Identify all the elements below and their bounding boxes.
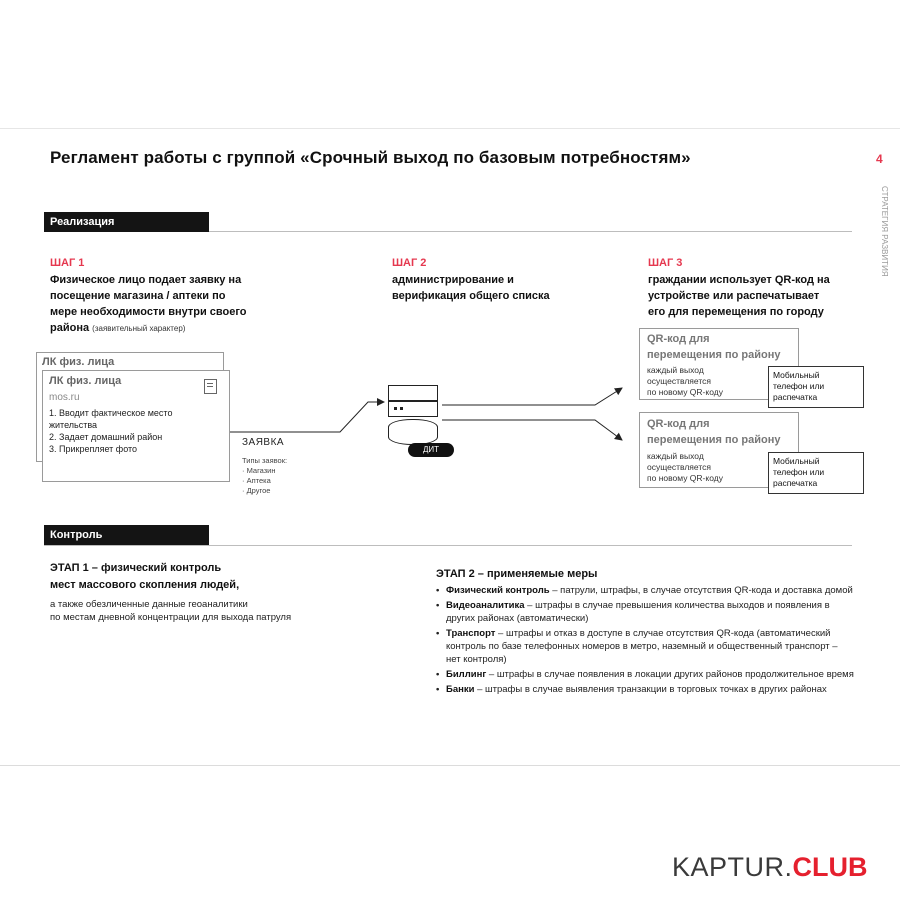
step1-line: посещение магазина / аптеки по: [50, 290, 226, 302]
arrow-to-qr-2: [442, 420, 622, 440]
qr-card-title: [647, 416, 781, 448]
measure-item: [436, 627, 854, 666]
device-box: [768, 366, 864, 408]
step3-line: его для перемещения по городу: [648, 306, 824, 318]
measure-item: [436, 683, 854, 696]
measure-name: Банки: [446, 684, 475, 695]
device-line: распечатка: [773, 392, 818, 402]
qr-card-text-line: по новому QR-коду: [647, 387, 723, 397]
qr-card-title-line: перемещения по району: [647, 349, 781, 361]
step2-line: верификация общего списка: [392, 290, 550, 302]
measure-text: – штрафы и отказ в доступе в случае отсутствия QR-кода (автоматический контроль по базе телефонных номеров в метро, наземный и общественный транспорт – нет контроля): [446, 628, 838, 665]
application-label: ЗАЯВКА: [242, 437, 285, 448]
stage1-title-line: ЭТАП 1 – физический контроль: [50, 562, 222, 574]
lk-card-item: жительства: [49, 420, 98, 430]
lk-card-site: mos.ru: [49, 392, 80, 403]
arrow-to-server: [230, 402, 384, 432]
watermark-logo: [672, 852, 868, 883]
stage1-subtitle: [50, 598, 390, 624]
measure-text: – штрафы в случае выявления транзакции в торговых точках в других районах: [474, 684, 827, 695]
stage1-title: [50, 560, 380, 594]
step1-line: мере необходимости внутри своего: [50, 306, 247, 318]
application-type: · Магазин: [242, 466, 276, 475]
slide-title: Регламент работы с группой «Срочный выход по базовым потребностям»: [50, 148, 691, 167]
measure-item: [436, 584, 854, 597]
measure-text: – штрафы в случае появления в локации других районов продолжительное время: [486, 669, 854, 680]
server-database-icon: [388, 385, 438, 449]
qr-card-title-line: перемещения по району: [647, 434, 781, 446]
measure-text: – штрафы в случае превышения количества выходов и появления в других районах (автоматически): [446, 600, 830, 624]
qr-card-text-line: каждый выход: [647, 451, 704, 461]
step3-line: устройстве или распечатывает: [648, 290, 820, 302]
measure-name: Транспорт: [446, 628, 496, 639]
measures-list: [436, 584, 854, 698]
lk-card-back-title: ЛК физ. лица: [42, 356, 115, 368]
measure-name: Физический контроль: [446, 585, 550, 596]
qr-card-text-line: каждый выход: [647, 365, 704, 375]
device-line: распечатка: [773, 478, 818, 488]
step3-line: граждании использует QR-код на: [648, 274, 830, 286]
lk-card-title: ЛК физ. лица: [49, 375, 122, 387]
qr-card-text-line: осуществляется: [647, 462, 711, 472]
watermark-part1: KAPTUR.: [672, 852, 793, 882]
qr-card-title: [647, 331, 781, 363]
step2-line: администрирование и: [392, 274, 514, 286]
stage2-title: ЭТАП 2 – применяемые меры: [436, 568, 598, 580]
device-line: телефон или: [773, 381, 825, 391]
application-types-title: Типы заявок:: [242, 456, 288, 465]
application-type: · Другое: [242, 486, 271, 495]
page-number: 4: [876, 152, 883, 166]
measure-item: [436, 599, 854, 625]
qr-card-text-line: по новому QR-коду: [647, 473, 723, 483]
lk-card-item: 2. Задает домашний район: [49, 432, 163, 442]
section-implementation-label: Реализация: [44, 212, 209, 232]
step1-label: ШАГ 1: [50, 257, 85, 269]
stage1-sub-line: по местам дневной концентрации для выхода патруля: [50, 612, 292, 623]
section-control-label: Контроль: [44, 525, 209, 545]
arrow-to-qr-1: [442, 388, 622, 405]
step1-note: (заявительный характер): [92, 324, 186, 333]
lk-card-item: 1. Вводит фактическое место: [49, 408, 173, 418]
measure-name: Биллинг: [446, 669, 487, 680]
device-line: Мобильный: [773, 456, 820, 466]
qr-card-text: [647, 451, 723, 484]
lk-card-item: 3. Прикрепляет фото: [49, 444, 138, 454]
qr-card-title-line: QR-код для: [647, 418, 710, 430]
device-box: [768, 452, 864, 494]
server-badge: ДИТ: [408, 443, 454, 457]
section-divider: [44, 545, 852, 546]
stage1-title-line: мест массового скопления людей,: [50, 579, 240, 591]
qr-card-text: [647, 365, 723, 398]
device-line: телефон или: [773, 467, 825, 477]
stage1-sub-line: а также обезличенные данные геоаналитики: [50, 599, 248, 610]
qr-card-text-line: осуществляется: [647, 376, 711, 386]
side-vertical-text: СТРАТЕГИЯ РАЗВИТИЯ: [880, 186, 889, 277]
step3-label: ШАГ 3: [648, 257, 683, 269]
application-type: · Аптека: [242, 476, 271, 485]
measure-name: Видеоаналитика: [446, 600, 525, 611]
device-line: Мобильный: [773, 370, 820, 380]
step1-line: Физическое лицо подает заявку на: [50, 274, 242, 286]
qr-card-title-line: QR-код для: [647, 333, 710, 345]
step2-label: ШАГ 2: [392, 257, 427, 269]
watermark-part2: CLUB: [792, 852, 868, 882]
measure-item: [436, 668, 854, 681]
measure-text: – патрули, штрафы, в случае отсутствия QR-кода и доставка домой: [549, 585, 853, 596]
step1-line: района: [50, 322, 90, 334]
